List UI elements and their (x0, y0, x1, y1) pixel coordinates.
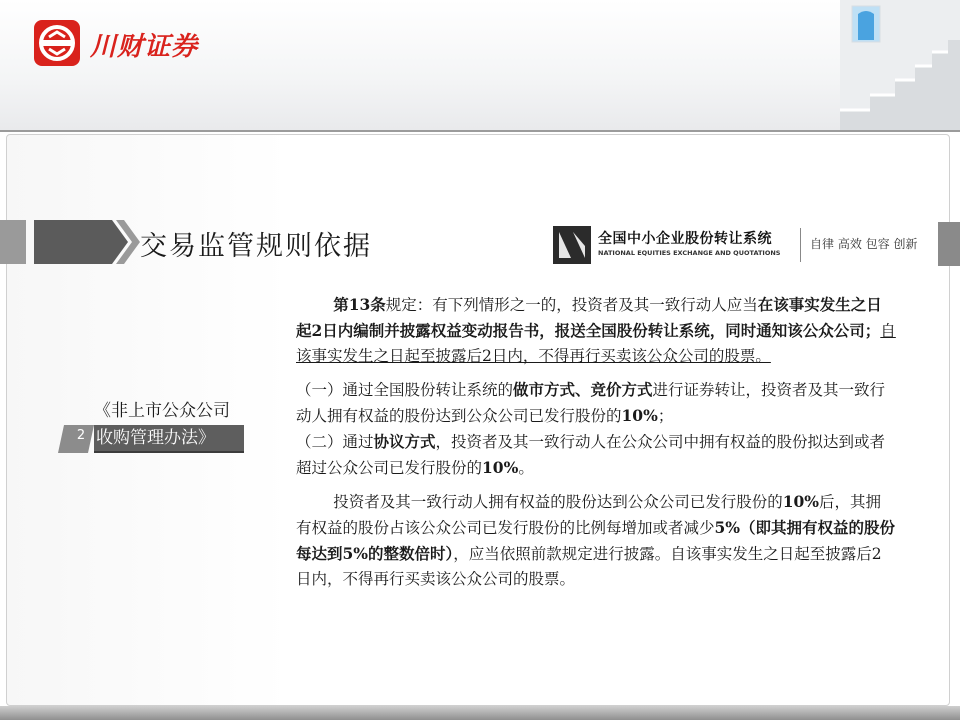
article-paragraph-1: 第13条规定：有下列情形之一的，投资者及其一致行动人应当在该事实发生之日起2日内编制并披露权益变动报告书，报送全国股份转让系统，同时通知该公众公司；自该事实发生之日起至披露后2日内，不得再行买卖该公众公司的股票。 (296, 295, 896, 365)
badge-line-1: 《非上市公众公司 (94, 401, 230, 421)
title-right-band (938, 222, 960, 266)
badge-regulation-name (94, 398, 254, 452)
neeq-name-cn: 全国中小企业股份转让系统 (598, 231, 772, 247)
chuancai-logo-icon (34, 20, 80, 66)
badge-number: 2 (76, 428, 86, 443)
page-title: 交易监管规则依据 (140, 231, 372, 262)
neeq-divider (800, 228, 801, 262)
article-paragraph-2: （一）通过全国股份转让系统的做市方式、竞价方式进行证券转让，投资者及其一致行动人拥有权益的股份达到公众公司已发行股份的10%； (296, 380, 886, 425)
staircase-decoration (800, 0, 960, 130)
footer-bar (0, 706, 960, 720)
article-number: 第13条 (333, 295, 386, 314)
neeq-name-en: NATIONAL EQUITIES EXCHANGE AND QUOTATIONS (598, 249, 781, 257)
neeq-logo-icon (553, 226, 591, 264)
article-paragraph-4: 投资者及其一致行动人拥有权益的股份达到公众公司已发行股份的10%后，其拥有权益的股份占该公众公司已发行股份的比例每增加或者减少5%（即其拥有权益的股份每达到5%的整数倍时），应当依照前款规定进行披露。自该事实发生之日起至披露后2日内，不得再行买卖该公众公司的股票。 (296, 492, 896, 588)
neeq-slogan: 自律 高效 包容 创新 (810, 237, 918, 251)
underlined-restriction: 自该事实发生之日起至披露后2日内，不得再行买卖该公众公司的股票。 (296, 322, 896, 365)
title-chevron-icon (0, 214, 140, 270)
brand-name: 川财证券 (90, 32, 199, 62)
article-paragraph-3: （二）通过协议方式，投资者及其一致行动人在公众公司中拥有权益的股份拟达到或者超过公众公司已发行股份的10%。 (296, 432, 886, 477)
badge-line-2: 收购管理办法》 (96, 428, 215, 448)
article-text (296, 292, 896, 592)
